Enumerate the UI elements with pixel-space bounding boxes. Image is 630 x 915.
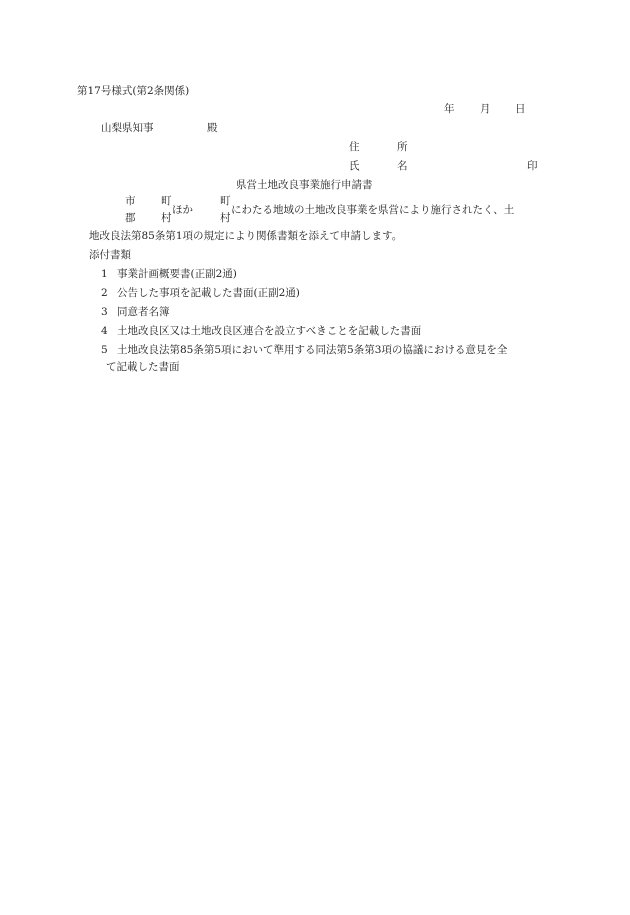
date-day: 日: [515, 103, 526, 115]
name-label-1: 氏: [349, 160, 360, 172]
body-gun: 郡: [125, 212, 136, 224]
body-machi-2: 町: [220, 195, 231, 207]
attachment-text-2: 公告した事項を記載した書面(正副2通): [117, 287, 300, 299]
document-title: 県営土地改良事業施行申請書: [236, 179, 373, 191]
attachment-num-5: 5: [101, 344, 108, 356]
form-number: 第17号様式(第2条関係): [77, 85, 190, 97]
date-year: 年: [444, 103, 455, 115]
addressee-honorific: 殿: [207, 122, 218, 134]
attachment-num-3: 3: [101, 306, 108, 318]
body-line-2: 地改良法第85条第1項の規定により関係書類を添えて申請します。: [89, 230, 403, 242]
attachment-text-5-cont: て記載した書面: [106, 361, 180, 373]
date-month: 月: [480, 103, 491, 115]
body-hoka: ほか: [172, 204, 193, 216]
body-machi-1: 町: [161, 195, 172, 207]
addressee-name: 山梨県知事: [101, 122, 154, 134]
attachment-text-5: 土地改良法第85条第5項において準用する同法第5条第3項の協議における意見を全: [117, 344, 508, 356]
attachment-text-4: 土地改良区又は土地改良区連合を設立すべきことを記載した書面: [117, 325, 422, 337]
attachment-num-2: 2: [101, 287, 108, 299]
attachment-text-1: 事業計画概要書(正副2通): [117, 268, 237, 280]
address-label-2: 所: [397, 141, 408, 153]
attachment-num-1: 1: [101, 268, 108, 280]
address-label-1: 住: [349, 141, 360, 153]
attachment-text-3: 同意者名簿: [117, 306, 170, 318]
attachments-heading: 添付書類: [89, 249, 131, 261]
name-label-2: 名: [397, 160, 408, 172]
seal-mark: 印: [527, 160, 538, 172]
attachment-num-4: 4: [101, 325, 108, 337]
body-mura-1: 村: [161, 212, 172, 224]
body-mura-2: 村: [220, 212, 231, 224]
body-shi: 市: [125, 195, 136, 207]
body-line-1: にわたる地域の土地改良事業を県営により施行されたく、土: [231, 204, 515, 216]
